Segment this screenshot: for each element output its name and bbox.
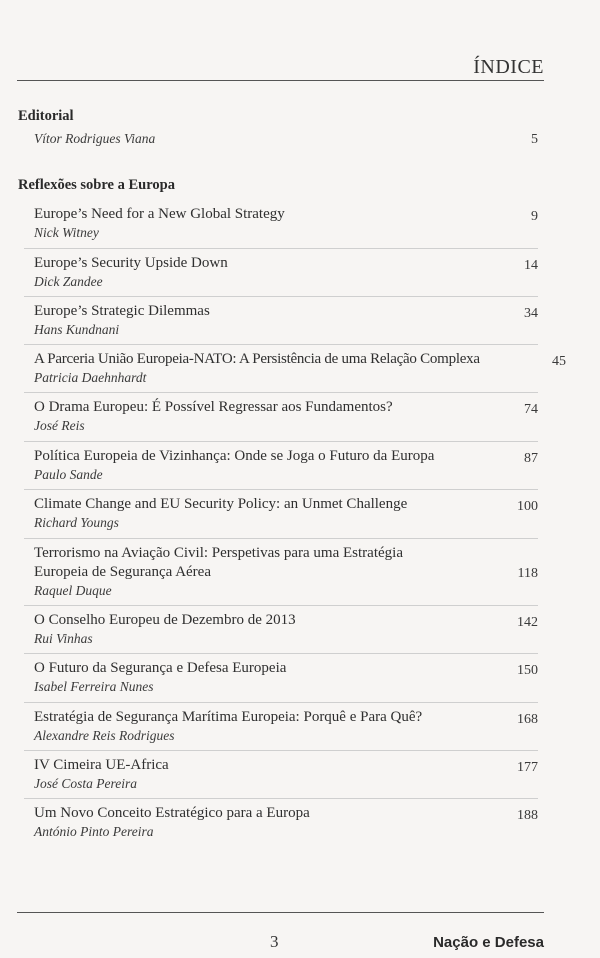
- entry-author: Isabel Ferreira Nunes: [34, 679, 154, 694]
- entry-divider: [24, 392, 538, 393]
- entry-divider: [24, 605, 538, 606]
- editorial-page: 5: [531, 132, 538, 147]
- entry-title: Europe’s Need for a New Global Strategy: [34, 206, 285, 222]
- entry-page: 168: [517, 712, 538, 727]
- entry-page: 142: [517, 615, 538, 630]
- entry-page: 87: [524, 451, 538, 466]
- toc-entry: [34, 708, 538, 745]
- entry-author: Dick Zandee: [34, 274, 103, 289]
- entry-page: 34: [524, 306, 538, 321]
- entry-page: 177: [517, 760, 538, 775]
- entry-divider: [24, 489, 538, 490]
- toc-entry: [34, 804, 538, 841]
- entry-divider: [24, 750, 538, 751]
- entry-divider: [24, 702, 538, 703]
- toc-entry: [34, 756, 538, 793]
- entry-divider: [24, 538, 538, 539]
- entry-divider: [24, 344, 538, 345]
- toc-entry: [34, 302, 538, 339]
- entry-title: Climate Change and EU Security Policy: an Unmet Challenge: [34, 496, 408, 512]
- entry-author: Alexandre Reis Rodrigues: [34, 728, 175, 743]
- entry-author: José Costa Pereira: [34, 776, 137, 791]
- entry-author: Richard Youngs: [34, 515, 119, 530]
- editorial-heading: Editorial: [18, 108, 74, 124]
- entry-page: 14: [524, 258, 538, 273]
- entry-author: Hans Kundnani: [34, 322, 120, 337]
- entry-title: Europe’s Security Upside Down: [34, 255, 228, 271]
- editorial-entry: [34, 130, 538, 148]
- entry-title: Um Novo Conceito Estratégico para a Europa: [34, 805, 310, 821]
- entry-author: Nick Witney: [34, 225, 99, 240]
- entry-page: 118: [517, 566, 538, 581]
- entry-page: 188: [517, 808, 538, 823]
- entry-author: Paulo Sande: [34, 467, 103, 482]
- toc-entry: [34, 544, 538, 600]
- toc-entry: [34, 659, 538, 696]
- entry-divider: [24, 296, 538, 297]
- toc-entry: [34, 205, 538, 242]
- entry-author: José Reis: [34, 418, 85, 433]
- entry-divider: [24, 653, 538, 654]
- entry-title: O Futuro da Segurança e Defesa Europeia: [34, 660, 287, 676]
- entry-divider: [24, 798, 538, 799]
- page-number: 3: [270, 932, 279, 951]
- entry-divider: [24, 248, 538, 249]
- toc-entry: [34, 611, 538, 648]
- entry-author: António Pinto Pereira: [34, 824, 154, 839]
- entry-title: A Parceria União Europeia-NATO: A Persistência de uma Relação Complexa: [34, 351, 480, 367]
- entry-title: IV Cimeira UE-Africa: [34, 757, 169, 773]
- section-heading: Reflexões sobre a Europa: [18, 177, 175, 193]
- entry-title: Estratégia de Segurança Marítima Europeia: Porquê e Para Quê?: [34, 709, 423, 725]
- entry-page: 150: [517, 663, 538, 678]
- entry-page: 100: [517, 499, 538, 514]
- footer-rule: [17, 912, 544, 913]
- entry-author: Rui Vinhas: [34, 631, 93, 646]
- entry-title: Política Europeia de Vizinhança: Onde se Joga o Futuro da Europa: [34, 448, 435, 464]
- toc-entry: [34, 350, 566, 387]
- toc-entry: [34, 447, 538, 484]
- entry-author: Raquel Duque: [34, 583, 112, 598]
- entry-author: Patricia Daehnhardt: [34, 370, 147, 385]
- entry-title: O Drama Europeu: É Possível Regressar aos Fundamentos?: [34, 399, 393, 415]
- toc-entry: [34, 254, 538, 291]
- entry-title: Europe’s Strategic Dilemmas: [34, 303, 210, 319]
- editorial-author: Vítor Rodrigues Viana: [34, 131, 156, 146]
- entry-page: 9: [531, 209, 538, 224]
- entry-title: Terrorismo na Aviação Civil: Perspetivas para uma Estratégia Europeia de Segurança Aérea: [34, 545, 403, 580]
- toc-entry: [34, 398, 538, 435]
- toc-entry: [34, 495, 538, 532]
- entry-page: 45: [552, 354, 566, 369]
- entry-page: 74: [524, 402, 538, 417]
- page-title: ÍNDICE: [473, 56, 544, 78]
- journal-name: Nação e Defesa: [433, 934, 544, 951]
- entry-divider: [24, 441, 538, 442]
- header-rule: [17, 80, 544, 81]
- entry-title: O Conselho Europeu de Dezembro de 2013: [34, 612, 296, 628]
